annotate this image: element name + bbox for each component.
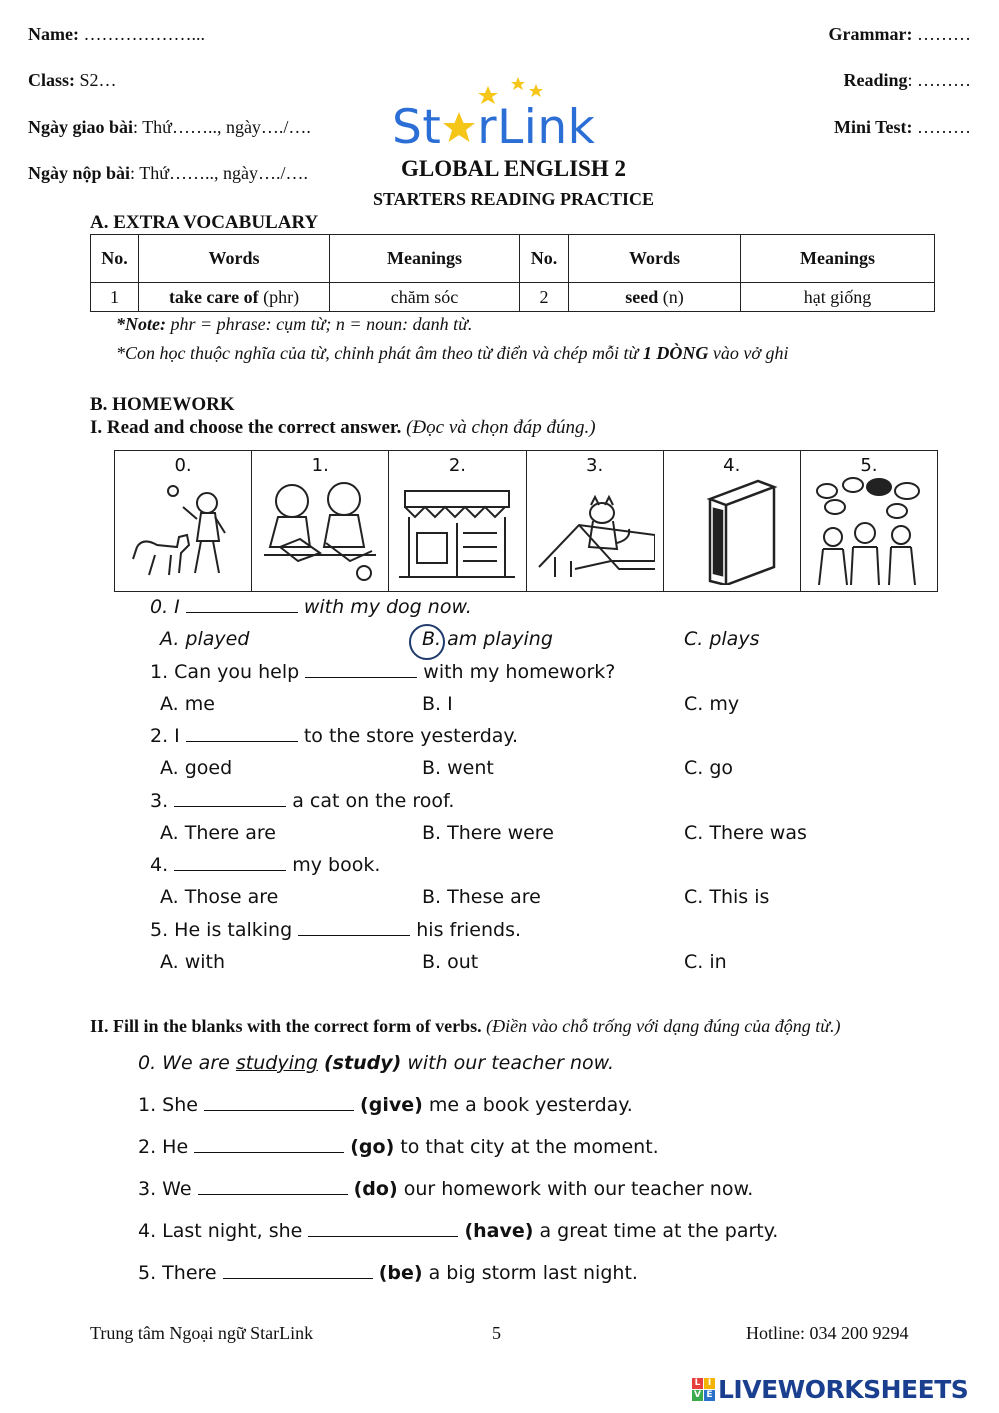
reading-score (843, 70, 971, 91)
fill-verb: (be) (378, 1262, 423, 1284)
option-b[interactable]: B. There were (422, 821, 554, 844)
option-b[interactable]: B. out (422, 950, 479, 973)
col-meanings-2: Meanings (741, 235, 935, 283)
picture-3 (527, 451, 664, 591)
picture-number: 5. (860, 455, 878, 476)
book-icon (672, 477, 792, 585)
friends-talking-icon (809, 477, 929, 585)
fill-blank[interactable] (194, 1151, 344, 1153)
question-post: with my dog now. (297, 596, 472, 618)
cell-meaning: hạt giống (741, 283, 935, 312)
cell-word (139, 283, 330, 312)
word-pos: (n) (658, 286, 684, 307)
liveworksheets-watermark (692, 1374, 968, 1404)
option-b[interactable]: B. am playing (422, 628, 553, 650)
logo-letter: E (704, 1390, 715, 1401)
answer-circle (409, 624, 445, 660)
page-subtitle: STARTERS READING PRACTICE (372, 189, 655, 209)
liveworksheets-text: LIVEWORKSHEETS (718, 1374, 969, 1404)
option-a[interactable]: A. me (160, 692, 215, 715)
cell-meaning: chăm sóc (330, 283, 520, 312)
question-pre: 5. He is talking (150, 918, 299, 941)
fill-post: our homework with our teacher now. (397, 1178, 754, 1200)
part1-title-text: I. Read and choose the correct answer. (90, 417, 402, 438)
picture-number: 3. (586, 455, 604, 476)
question-stem (150, 854, 380, 876)
starlink-logo (392, 98, 595, 158)
col-no-1: No. (91, 235, 139, 283)
fill-blank[interactable] (204, 1109, 354, 1111)
word-text: seed (625, 286, 659, 307)
fill-pre: 3. We (138, 1178, 198, 1200)
name-label: Name: (28, 24, 79, 44)
question-stem (150, 790, 454, 812)
vocab-header-row (91, 235, 935, 283)
picture-number: 0. (174, 455, 192, 476)
logo-letter: V (692, 1390, 703, 1401)
option-c[interactable]: C. There was (684, 821, 807, 844)
picture-number: 2. (448, 455, 467, 476)
footer-hotline: Hotline: 034 200 9294 (746, 1323, 909, 1343)
option-c[interactable]: C. my (684, 692, 740, 715)
fill-verb: (have) (464, 1220, 534, 1242)
table-row (91, 283, 935, 312)
instruction-post: vào vở ghi (708, 343, 789, 363)
logo-text-right: rLink (477, 100, 596, 155)
answer-blank[interactable] (298, 934, 410, 936)
part2-title (90, 1016, 841, 1037)
question-pre: 3. (150, 789, 175, 812)
picture-1 (252, 451, 389, 591)
mini-test-value[interactable]: ……… (912, 117, 971, 137)
logo-text-left: St (392, 100, 442, 155)
example-pre: 0. We are (138, 1052, 236, 1074)
col-words-1: Words (139, 235, 330, 283)
option-b[interactable]: B. went (422, 757, 494, 779)
fill-blank[interactable] (308, 1235, 458, 1237)
option-c[interactable]: C. in (684, 950, 727, 973)
picture-5 (801, 451, 937, 591)
question-stem (150, 661, 615, 683)
page-title: GLOBAL ENGLISH 2 (401, 156, 626, 181)
part2-hint: (Điền vào chỗ trống với dạng đúng của động từ.) (481, 1016, 841, 1036)
fill-pre: 1. She (138, 1094, 204, 1116)
fill-post: me a book yesterday. (422, 1094, 633, 1116)
option-a[interactable]: A. goed (160, 757, 233, 779)
option-a[interactable]: A. Those are (160, 886, 279, 908)
fill-post: a big storm last night. (422, 1262, 638, 1284)
note-text: phr = phrase: cụm từ; n = noun: danh từ. (165, 314, 473, 334)
fill-item (138, 1220, 778, 1242)
grammar-value[interactable]: ……… (912, 24, 971, 44)
picture-number: 1. (311, 455, 329, 476)
question-stem (150, 725, 518, 747)
question-stem (150, 919, 521, 941)
fill-item (138, 1094, 633, 1116)
option-b[interactable]: B. These are (422, 886, 541, 908)
part1-hint: (Đọc và chọn đáp đúng.) (401, 417, 596, 438)
picture-2 (389, 451, 526, 591)
question-pre: 1. Can you help (150, 660, 306, 683)
question-post: his friends. (410, 918, 522, 941)
note-label: *Note: (116, 314, 166, 334)
example-answer: studying (235, 1052, 318, 1074)
grammar-score (829, 24, 971, 45)
fill-blank[interactable] (198, 1193, 348, 1195)
fill-example (138, 1052, 614, 1074)
vocab-note (116, 314, 472, 335)
logo-letter: I (704, 1378, 715, 1389)
picture-number: 4. (723, 455, 741, 476)
vocab-table (90, 234, 935, 312)
example-post: with our teacher now. (401, 1052, 615, 1074)
fill-verb: (give) (360, 1094, 423, 1116)
option-c[interactable]: C. This is (684, 886, 770, 908)
question-post: with my homework? (417, 660, 616, 683)
liveworksheets-logo-icon (692, 1378, 715, 1401)
fill-item (138, 1262, 638, 1284)
fill-post: a great time at the party. (533, 1220, 779, 1242)
vocab-instruction (116, 343, 788, 364)
submit-date-value[interactable]: : Thứ…….., ngày…./…. (130, 163, 308, 183)
submit-date-label: Ngày nộp bài (28, 163, 131, 183)
question-post: a cat on the roof. (286, 789, 455, 812)
fill-blank[interactable] (223, 1277, 373, 1279)
cell-no: 1 (91, 283, 139, 312)
answer-blank[interactable] (186, 740, 298, 742)
picture-0 (115, 451, 252, 591)
word-text: take care of (168, 286, 259, 307)
question-stem (150, 596, 472, 618)
logo-letter: L (692, 1378, 703, 1389)
option-c[interactable]: C. go (684, 757, 734, 779)
reading-label: Reading (843, 70, 908, 90)
col-words-2: Words (569, 235, 741, 283)
kids-homework-icon (260, 477, 380, 585)
reading-value[interactable]: : ……… (907, 70, 971, 90)
name-value[interactable]: ………………... (78, 24, 205, 44)
question-pre: 4. (150, 854, 175, 876)
cat-on-roof-icon (535, 477, 655, 585)
fill-pre: 2. He (138, 1136, 195, 1158)
fill-verb: (do) (353, 1178, 398, 1200)
class-value[interactable]: S2… (75, 70, 117, 90)
fill-item (138, 1178, 753, 1200)
fill-pre: 5. There (138, 1262, 223, 1284)
section-b-heading: B. HOMEWORK (90, 394, 235, 415)
col-no-2: No. (520, 235, 569, 283)
fill-verb: (go) (350, 1136, 395, 1158)
question-pre: 2. I (150, 725, 186, 747)
question-pre: 0. I (150, 596, 186, 618)
fill-pre: 4. Last night, she (138, 1220, 309, 1242)
class-label: Class: (28, 70, 76, 90)
word-pos: (phr) (258, 286, 300, 307)
option-b[interactable]: B. I (422, 692, 453, 715)
footer-page-number: 5 (492, 1323, 501, 1343)
instruction-bold: 1 DÒNG (642, 343, 709, 363)
option-a[interactable]: A. with (160, 950, 226, 973)
cell-no: 2 (520, 283, 569, 312)
boy-playing-dog-icon (123, 477, 243, 585)
fill-item (138, 1136, 659, 1158)
question-post: to the store yesterday. (297, 725, 519, 747)
option-a[interactable]: A. played (160, 628, 250, 650)
assign-date-label: Ngày giao bài (28, 117, 134, 137)
class-line (28, 70, 117, 91)
name-line (28, 24, 205, 45)
answer-blank[interactable] (174, 805, 286, 807)
part2-title-text: II. Fill in the blanks with the correct form of verbs. (90, 1016, 482, 1036)
question-post: my book. (286, 854, 381, 876)
option-c[interactable]: C. plays (684, 628, 760, 650)
logo-star-icon (441, 110, 477, 146)
answer-blank[interactable] (305, 676, 417, 678)
picture-4 (664, 451, 801, 591)
mini-test-score (834, 117, 971, 138)
col-meanings-1: Meanings (330, 235, 520, 283)
option-a[interactable]: A. There are (160, 821, 276, 844)
part1-title (90, 417, 596, 439)
mini-test-label: Mini Test: (833, 117, 913, 137)
assign-date-line (28, 117, 311, 138)
answer-blank[interactable] (174, 869, 286, 871)
answer-blank[interactable] (186, 611, 298, 613)
cell-word (569, 283, 741, 312)
footer-center-name: Trung tâm Ngoại ngữ StarLink (90, 1323, 314, 1343)
instruction-pre: *Con học thuộc nghĩa của từ, chỉnh phát âm theo từ điển và chép mỗi từ (116, 343, 643, 363)
fill-post: to that city at the moment. (394, 1136, 659, 1158)
example-verb: (study) (324, 1052, 402, 1074)
assign-date-value[interactable]: : Thứ…….., ngày…./…. (133, 117, 311, 137)
store-icon (397, 477, 517, 585)
section-a-heading: A. EXTRA VOCABULARY (90, 212, 319, 233)
picture-strip (114, 450, 938, 592)
grammar-label: Grammar: (828, 24, 913, 44)
